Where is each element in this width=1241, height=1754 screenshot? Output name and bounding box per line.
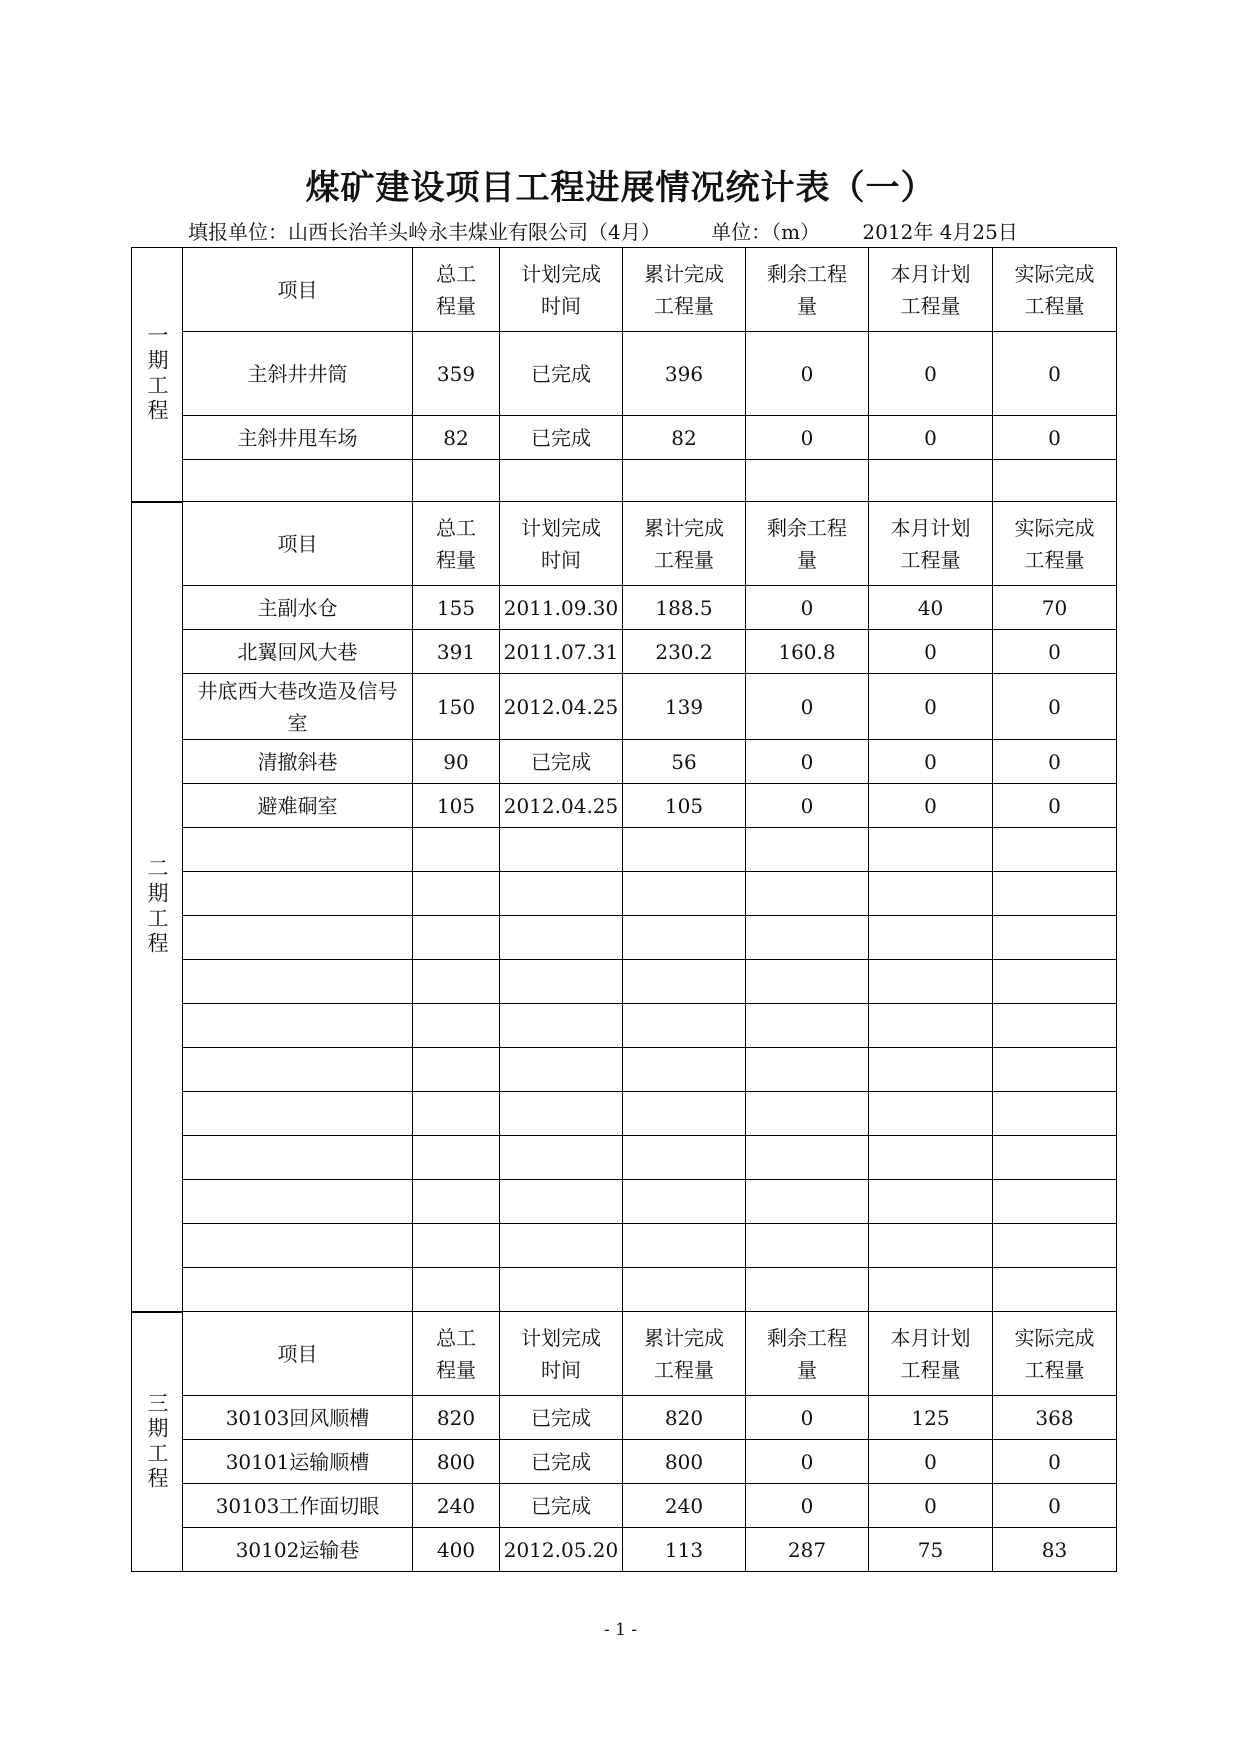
empty-cell xyxy=(413,872,500,916)
empty-cell xyxy=(746,828,869,872)
cell-plan-time: 2012.05.20 xyxy=(500,1528,623,1572)
report-date: 2012年 4月25日 xyxy=(862,220,1018,244)
cell-month-plan: 0 xyxy=(869,1440,993,1484)
empty-cell xyxy=(183,460,413,502)
cell-remaining: 287 xyxy=(746,1528,869,1572)
empty-row xyxy=(132,872,1117,916)
cell-total: 155 xyxy=(413,586,500,630)
cell-month-plan: 0 xyxy=(869,740,993,784)
cell-remaining: 0 xyxy=(746,332,869,416)
empty-cell xyxy=(413,1004,500,1048)
empty-cell xyxy=(869,828,993,872)
empty-cell xyxy=(183,960,413,1004)
cell-item: 30103工作面切眼 xyxy=(183,1484,413,1528)
column-header: 累计完成 工程量 xyxy=(623,502,746,586)
cell-total: 820 xyxy=(413,1396,500,1440)
empty-cell xyxy=(869,1224,993,1268)
table-row xyxy=(132,416,1117,460)
empty-cell xyxy=(746,1092,869,1136)
empty-cell xyxy=(869,1180,993,1224)
cell-month-plan: 0 xyxy=(869,416,993,460)
cell-month-plan: 0 xyxy=(869,674,993,740)
empty-cell xyxy=(500,828,623,872)
empty-row xyxy=(132,1048,1117,1092)
cell-actual: 368 xyxy=(993,1396,1117,1440)
empty-cell xyxy=(869,1136,993,1180)
cell-cumulative: 240 xyxy=(623,1484,746,1528)
column-header: 项目 xyxy=(183,1312,413,1396)
cell-total: 800 xyxy=(413,1440,500,1484)
empty-cell xyxy=(500,1224,623,1268)
empty-cell xyxy=(869,1092,993,1136)
empty-cell xyxy=(869,460,993,502)
cell-actual: 0 xyxy=(993,674,1117,740)
empty-cell xyxy=(183,916,413,960)
cell-remaining: 0 xyxy=(746,674,869,740)
cell-plan-time: 已完成 xyxy=(500,332,623,416)
cell-month-plan: 0 xyxy=(869,332,993,416)
cell-cumulative: 139 xyxy=(623,674,746,740)
cell-actual: 70 xyxy=(993,586,1117,630)
table-row xyxy=(132,674,1117,740)
empty-cell xyxy=(413,1180,500,1224)
cell-item: 井底西大巷改造及信号室 xyxy=(183,674,413,740)
cell-plan-time: 已完成 xyxy=(500,416,623,460)
cell-remaining: 0 xyxy=(746,1440,869,1484)
empty-cell xyxy=(500,1180,623,1224)
empty-cell xyxy=(993,1180,1117,1224)
empty-cell xyxy=(746,1180,869,1224)
cell-month-plan: 125 xyxy=(869,1396,993,1440)
column-header: 本月计划 工程量 xyxy=(869,248,993,332)
empty-row xyxy=(132,1224,1117,1268)
empty-cell xyxy=(183,1048,413,1092)
table-row xyxy=(132,332,1117,416)
cell-plan-time: 2011.07.31 xyxy=(500,630,623,674)
cell-remaining: 0 xyxy=(746,740,869,784)
table-row xyxy=(132,1396,1117,1440)
cell-cumulative: 82 xyxy=(623,416,746,460)
column-header: 剩余工程 量 xyxy=(746,502,869,586)
table-row xyxy=(132,1528,1117,1572)
cell-month-plan: 0 xyxy=(869,784,993,828)
cell-item: 北翼回风大巷 xyxy=(183,630,413,674)
empty-cell xyxy=(993,460,1117,502)
report-info-line xyxy=(188,216,1018,245)
cell-total: 359 xyxy=(413,332,500,416)
empty-row xyxy=(132,1136,1117,1180)
cell-cumulative: 230.2 xyxy=(623,630,746,674)
empty-row xyxy=(132,960,1117,1004)
column-header: 计划完成 时间 xyxy=(500,502,623,586)
empty-cell xyxy=(183,828,413,872)
cell-actual: 0 xyxy=(993,630,1117,674)
empty-cell xyxy=(993,1004,1117,1048)
empty-cell xyxy=(623,1224,746,1268)
document-title: 煤矿建设项目工程进展情况统计表（一） xyxy=(305,168,936,208)
empty-cell xyxy=(746,1268,869,1312)
empty-row xyxy=(132,916,1117,960)
empty-cell xyxy=(993,1268,1117,1312)
cell-item: 30101运输顺槽 xyxy=(183,1440,413,1484)
measure-unit: 单位：（m） xyxy=(711,220,821,244)
column-header: 本月计划 工程量 xyxy=(869,502,993,586)
table-row xyxy=(132,1440,1117,1484)
empty-cell xyxy=(623,1004,746,1048)
empty-row xyxy=(132,1004,1117,1048)
cell-remaining: 0 xyxy=(746,1396,869,1440)
empty-cell xyxy=(183,1136,413,1180)
empty-cell xyxy=(500,1004,623,1048)
empty-cell xyxy=(993,1048,1117,1092)
cell-actual: 0 xyxy=(993,332,1117,416)
column-header: 总工 程量 xyxy=(413,248,500,332)
empty-cell xyxy=(746,1136,869,1180)
empty-cell xyxy=(746,1048,869,1092)
cell-actual: 83 xyxy=(993,1528,1117,1572)
empty-cell xyxy=(413,1268,500,1312)
empty-cell xyxy=(500,1136,623,1180)
empty-cell xyxy=(623,1136,746,1180)
cell-item: 30102运输巷 xyxy=(183,1528,413,1572)
cell-total: 240 xyxy=(413,1484,500,1528)
cell-month-plan: 75 xyxy=(869,1528,993,1572)
empty-cell xyxy=(413,828,500,872)
empty-cell xyxy=(746,916,869,960)
empty-cell xyxy=(993,828,1117,872)
cell-remaining: 160.8 xyxy=(746,630,869,674)
empty-row xyxy=(132,460,1117,502)
column-header: 实际完成 工程量 xyxy=(993,248,1117,332)
empty-cell xyxy=(746,460,869,502)
cell-plan-time: 2011.09.30 xyxy=(500,586,623,630)
cell-total: 400 xyxy=(413,1528,500,1572)
empty-cell xyxy=(500,460,623,502)
empty-cell xyxy=(623,1048,746,1092)
cell-cumulative: 113 xyxy=(623,1528,746,1572)
phase-header-row xyxy=(132,1312,1117,1396)
empty-cell xyxy=(623,1092,746,1136)
empty-cell xyxy=(869,1268,993,1312)
empty-cell xyxy=(183,872,413,916)
cell-actual: 0 xyxy=(993,784,1117,828)
cell-item: 清撤斜巷 xyxy=(183,740,413,784)
empty-cell xyxy=(500,916,623,960)
empty-cell xyxy=(413,1136,500,1180)
column-header: 累计完成 工程量 xyxy=(623,1312,746,1396)
table-row xyxy=(132,740,1117,784)
reporting-unit: 填报单位：山西长治羊头岭永丰煤业有限公司（4月） xyxy=(188,220,661,244)
column-header: 实际完成 工程量 xyxy=(993,1312,1117,1396)
phase-label: 二期工程 xyxy=(132,502,183,1312)
empty-cell xyxy=(413,916,500,960)
table-row xyxy=(132,784,1117,828)
column-header: 项目 xyxy=(183,248,413,332)
cell-total: 105 xyxy=(413,784,500,828)
empty-cell xyxy=(993,1092,1117,1136)
empty-cell xyxy=(869,916,993,960)
table-row xyxy=(132,630,1117,674)
cell-month-plan: 0 xyxy=(869,630,993,674)
empty-row xyxy=(132,828,1117,872)
cell-item: 主斜井甩车场 xyxy=(183,416,413,460)
cell-cumulative: 188.5 xyxy=(623,586,746,630)
cell-cumulative: 396 xyxy=(623,332,746,416)
cell-plan-time: 已完成 xyxy=(500,1484,623,1528)
column-header: 总工 程量 xyxy=(413,502,500,586)
phase-label: 三期工程 xyxy=(132,1312,183,1572)
column-header: 总工 程量 xyxy=(413,1312,500,1396)
empty-row xyxy=(132,1268,1117,1312)
table-row xyxy=(132,1484,1117,1528)
empty-cell xyxy=(746,872,869,916)
column-header: 实际完成 工程量 xyxy=(993,502,1117,586)
empty-cell xyxy=(869,1048,993,1092)
cell-remaining: 0 xyxy=(746,784,869,828)
cell-cumulative: 800 xyxy=(623,1440,746,1484)
empty-cell xyxy=(183,1180,413,1224)
empty-cell xyxy=(623,916,746,960)
column-header: 剩余工程 量 xyxy=(746,1312,869,1396)
empty-cell xyxy=(413,460,500,502)
empty-cell xyxy=(413,1048,500,1092)
cell-total: 82 xyxy=(413,416,500,460)
empty-cell xyxy=(500,872,623,916)
cell-plan-time: 已完成 xyxy=(500,740,623,784)
cell-actual: 0 xyxy=(993,1484,1117,1528)
cell-remaining: 0 xyxy=(746,1484,869,1528)
empty-row xyxy=(132,1180,1117,1224)
column-header: 本月计划 工程量 xyxy=(869,1312,993,1396)
column-header: 计划完成 时间 xyxy=(500,248,623,332)
empty-cell xyxy=(623,1268,746,1312)
empty-cell xyxy=(623,960,746,1004)
empty-cell xyxy=(623,828,746,872)
phase-header-row xyxy=(132,248,1117,332)
cell-remaining: 0 xyxy=(746,416,869,460)
empty-cell xyxy=(746,1224,869,1268)
phase-label: 一期工程 xyxy=(132,248,183,502)
empty-cell xyxy=(869,1004,993,1048)
empty-cell xyxy=(183,1092,413,1136)
empty-cell xyxy=(993,872,1117,916)
column-header: 计划完成 时间 xyxy=(500,1312,623,1396)
empty-cell xyxy=(993,1224,1117,1268)
phase-header-row xyxy=(132,502,1117,586)
empty-cell xyxy=(746,1004,869,1048)
cell-remaining: 0 xyxy=(746,586,869,630)
cell-item: 主副水仓 xyxy=(183,586,413,630)
table-row xyxy=(132,586,1117,630)
empty-cell xyxy=(500,1092,623,1136)
empty-cell xyxy=(413,960,500,1004)
cell-plan-time: 2012.04.25 xyxy=(500,784,623,828)
empty-cell xyxy=(869,960,993,1004)
empty-cell xyxy=(413,1092,500,1136)
empty-cell xyxy=(869,872,993,916)
empty-cell xyxy=(183,1268,413,1312)
cell-total: 391 xyxy=(413,630,500,674)
empty-cell xyxy=(183,1004,413,1048)
cell-actual: 0 xyxy=(993,416,1117,460)
cell-plan-time: 已完成 xyxy=(500,1396,623,1440)
empty-cell xyxy=(993,960,1117,1004)
empty-cell xyxy=(993,916,1117,960)
progress-table xyxy=(131,247,1117,1572)
empty-cell xyxy=(500,1048,623,1092)
empty-cell xyxy=(746,960,869,1004)
cell-total: 150 xyxy=(413,674,500,740)
empty-cell xyxy=(500,960,623,1004)
empty-cell xyxy=(183,1224,413,1268)
empty-row xyxy=(132,1092,1117,1136)
empty-cell xyxy=(623,1180,746,1224)
cell-plan-time: 2012.04.25 xyxy=(500,674,623,740)
cell-actual: 0 xyxy=(993,1440,1117,1484)
column-header: 项目 xyxy=(183,502,413,586)
cell-item: 主斜井井筒 xyxy=(183,332,413,416)
cell-actual: 0 xyxy=(993,740,1117,784)
empty-cell xyxy=(993,1136,1117,1180)
cell-month-plan: 0 xyxy=(869,1484,993,1528)
cell-cumulative: 820 xyxy=(623,1396,746,1440)
cell-plan-time: 已完成 xyxy=(500,1440,623,1484)
cell-item: 避难硐室 xyxy=(183,784,413,828)
page-number: - 1 - xyxy=(603,1620,638,1640)
cell-item: 30103回风顺槽 xyxy=(183,1396,413,1440)
cell-cumulative: 105 xyxy=(623,784,746,828)
empty-cell xyxy=(623,460,746,502)
cell-total: 90 xyxy=(413,740,500,784)
column-header: 累计完成 工程量 xyxy=(623,248,746,332)
empty-cell xyxy=(623,872,746,916)
empty-cell xyxy=(500,1268,623,1312)
empty-cell xyxy=(413,1224,500,1268)
cell-cumulative: 56 xyxy=(623,740,746,784)
column-header: 剩余工程 量 xyxy=(746,248,869,332)
cell-month-plan: 40 xyxy=(869,586,993,630)
